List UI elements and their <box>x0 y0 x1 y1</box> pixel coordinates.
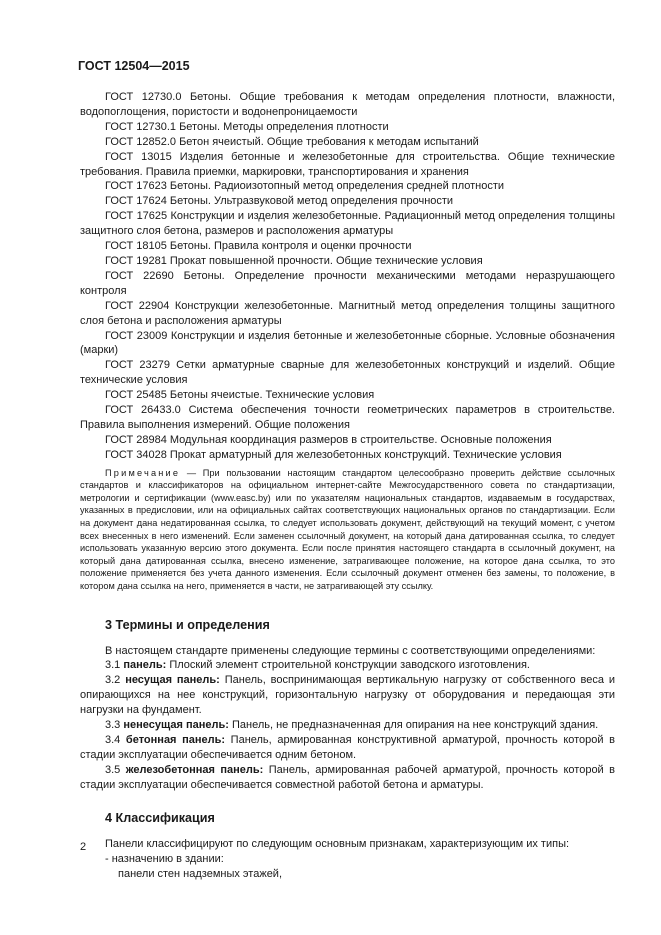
term-3-3 <box>80 718 615 733</box>
page-body <box>80 90 615 882</box>
term-definition: Плоский элемент строительной конструкции заводского изготовления. <box>166 659 530 672</box>
term-definition: Панель, воспринимающая вертикальную нагрузку от собственного веса и опирающихся на нее конструкций, горизонтальную нагрузку от оборудования и передающая эти нагрузки на фундамент. <box>80 674 615 717</box>
classification-item: - назначению в здании: <box>105 853 224 866</box>
term-number: 3.1 <box>105 659 121 672</box>
document-header: ГОСТ 12504—2015 <box>78 59 190 73</box>
reference-item: ГОСТ 26433.0 Система обеспечения точности геометрических параметров в строительстве. Правила выполнения измерений. Общие положения <box>80 404 615 431</box>
reference-item: ГОСТ 25485 Бетоны ячеистые. Технические условия <box>105 389 375 402</box>
section-4-intro: Панели классифицируют по следующим основным признакам, характеризующим их типы: <box>105 838 570 851</box>
term-name: ненесущая панель: <box>123 719 229 732</box>
section-3-title: 3 Термины и определения <box>105 617 270 632</box>
reference-item: ГОСТ 23279 Сетки арматурные сварные для железобетонных конструкций и изделий. Общие технические условия <box>80 359 615 387</box>
reference-item: ГОСТ 28984 Модульная координация размеров в строительстве. Основные положения <box>105 433 552 446</box>
term-3-1 <box>80 658 615 673</box>
term-number: 3.5 <box>105 763 121 776</box>
reference-item: ГОСТ 22904 Конструкции железобетонные. Магнитный метод определения толщины защитного слоя бетона и расположения арматуры <box>80 299 615 327</box>
note-text: — При пользовании настоящим стандартом целесообразно проверить действие ссылочных стандартов и классификаторов на официальном интернет-сайте Межгосударственного совета по стандартизации, метрологии и сертификации (www.easc.by) или по указателям национальных стандартов, издаваемым в государствах, указанных в предисловии, или на официальных сайтах соответствующих национальных органов по стандартизации. Если на документ дана недатированная ссылка, то следует использовать документ, действующий на текущий момент, с учетом всех внесенных в него изменений. Если заменен ссылочный документ, на который дана датированная ссылка, то следует использовать указанную версию этого документа. Если после принятия настоящего стандарта в ссылочный документ, на который дана датированная ссылка, внесено изменение, затрагивающее положение, на которое дана ссылка, то это положение применяется без учета данного изменения. Если ссылочный документ отменен без замены, то положение, в котором дана ссылка на него, применяется в части, не затрагивающей эту ссылку. <box>80 467 615 591</box>
term-name: несущая панель: <box>125 674 220 687</box>
reference-item: ГОСТ 19281 Прокат повышенной прочности. Общие технические условия <box>105 254 483 267</box>
reference-item: ГОСТ 12730.0 Бетоны. Общие требования к методам определения плотности, влажности, водопоглощения, пористости и водонепроницаемости <box>80 91 615 118</box>
note <box>80 467 615 593</box>
term-definition: Панель, армированная рабочей арматурой, прочность которой в стадии эксплуатации обеспечивается совместной работой бетона и арматуры. <box>80 763 615 791</box>
term-definition: Панель, армированная конструктивной арматурой, прочность которой в стадии эксплуатации обеспечивается одним бетоном. <box>80 733 616 761</box>
term-name: бетонная панель: <box>125 733 226 746</box>
term-number: 3.3 <box>105 719 121 732</box>
reference-item: ГОСТ 17623 Бетоны. Радиоизотопный метод определения средней плотности <box>105 180 505 193</box>
term-number: 3.4 <box>105 733 121 746</box>
term-3-4 <box>80 733 615 763</box>
term-number: 3.2 <box>105 674 121 687</box>
term-3-2 <box>80 673 615 718</box>
reference-item: ГОСТ 13015 Изделия бетонные и железобетонные для строительства. Общие технические требования. Правила приемки, маркировки, транспортирования и хранения <box>80 150 615 178</box>
reference-item: ГОСТ 18105 Бетоны. Правила контроля и оценки прочности <box>105 240 412 253</box>
term-name: панель: <box>123 659 167 672</box>
reference-item: ГОСТ 12730.1 Бетоны. Методы определения плотности <box>105 120 389 133</box>
term-name: железобетонная панель: <box>125 763 264 776</box>
reference-item: ГОСТ 34028 Прокат арматурный для железобетонных конструкций. Технические условия <box>105 448 562 461</box>
reference-item: ГОСТ 22690 Бетоны. Определение прочности механическими методами неразрушающего контроля <box>80 269 615 297</box>
reference-item: ГОСТ 12852.0 Бетон ячеистый. Общие требования к методам испытаний <box>105 135 479 148</box>
page-number: 2 <box>80 841 87 853</box>
reference-item: ГОСТ 23009 Конструкции и изделия бетонные и железобетонные сборные. Условные обозначения (марки) <box>80 329 615 357</box>
section-3-intro: В настоящем стандарте применены следующие термины с соответствующими определениями: <box>105 644 596 657</box>
section-4-title: 4 Классификация <box>105 810 215 825</box>
reference-item: ГОСТ 17625 Конструкции и изделия железобетонные. Радиационный метод определения толщины защитного слоя бетона, размеров и расположения арматуры <box>80 210 615 238</box>
term-definition: Панель, не предназначенная для опирания на нее конструкций здания. <box>228 719 599 732</box>
reference-item: ГОСТ 17624 Бетоны. Ультразвуковой метод определения прочности <box>105 195 454 208</box>
term-3-5 <box>80 763 615 793</box>
classification-subitem: панели стен надземных этажей, <box>118 868 283 881</box>
references-list <box>80 90 615 463</box>
note-label: Примечание <box>105 467 181 478</box>
